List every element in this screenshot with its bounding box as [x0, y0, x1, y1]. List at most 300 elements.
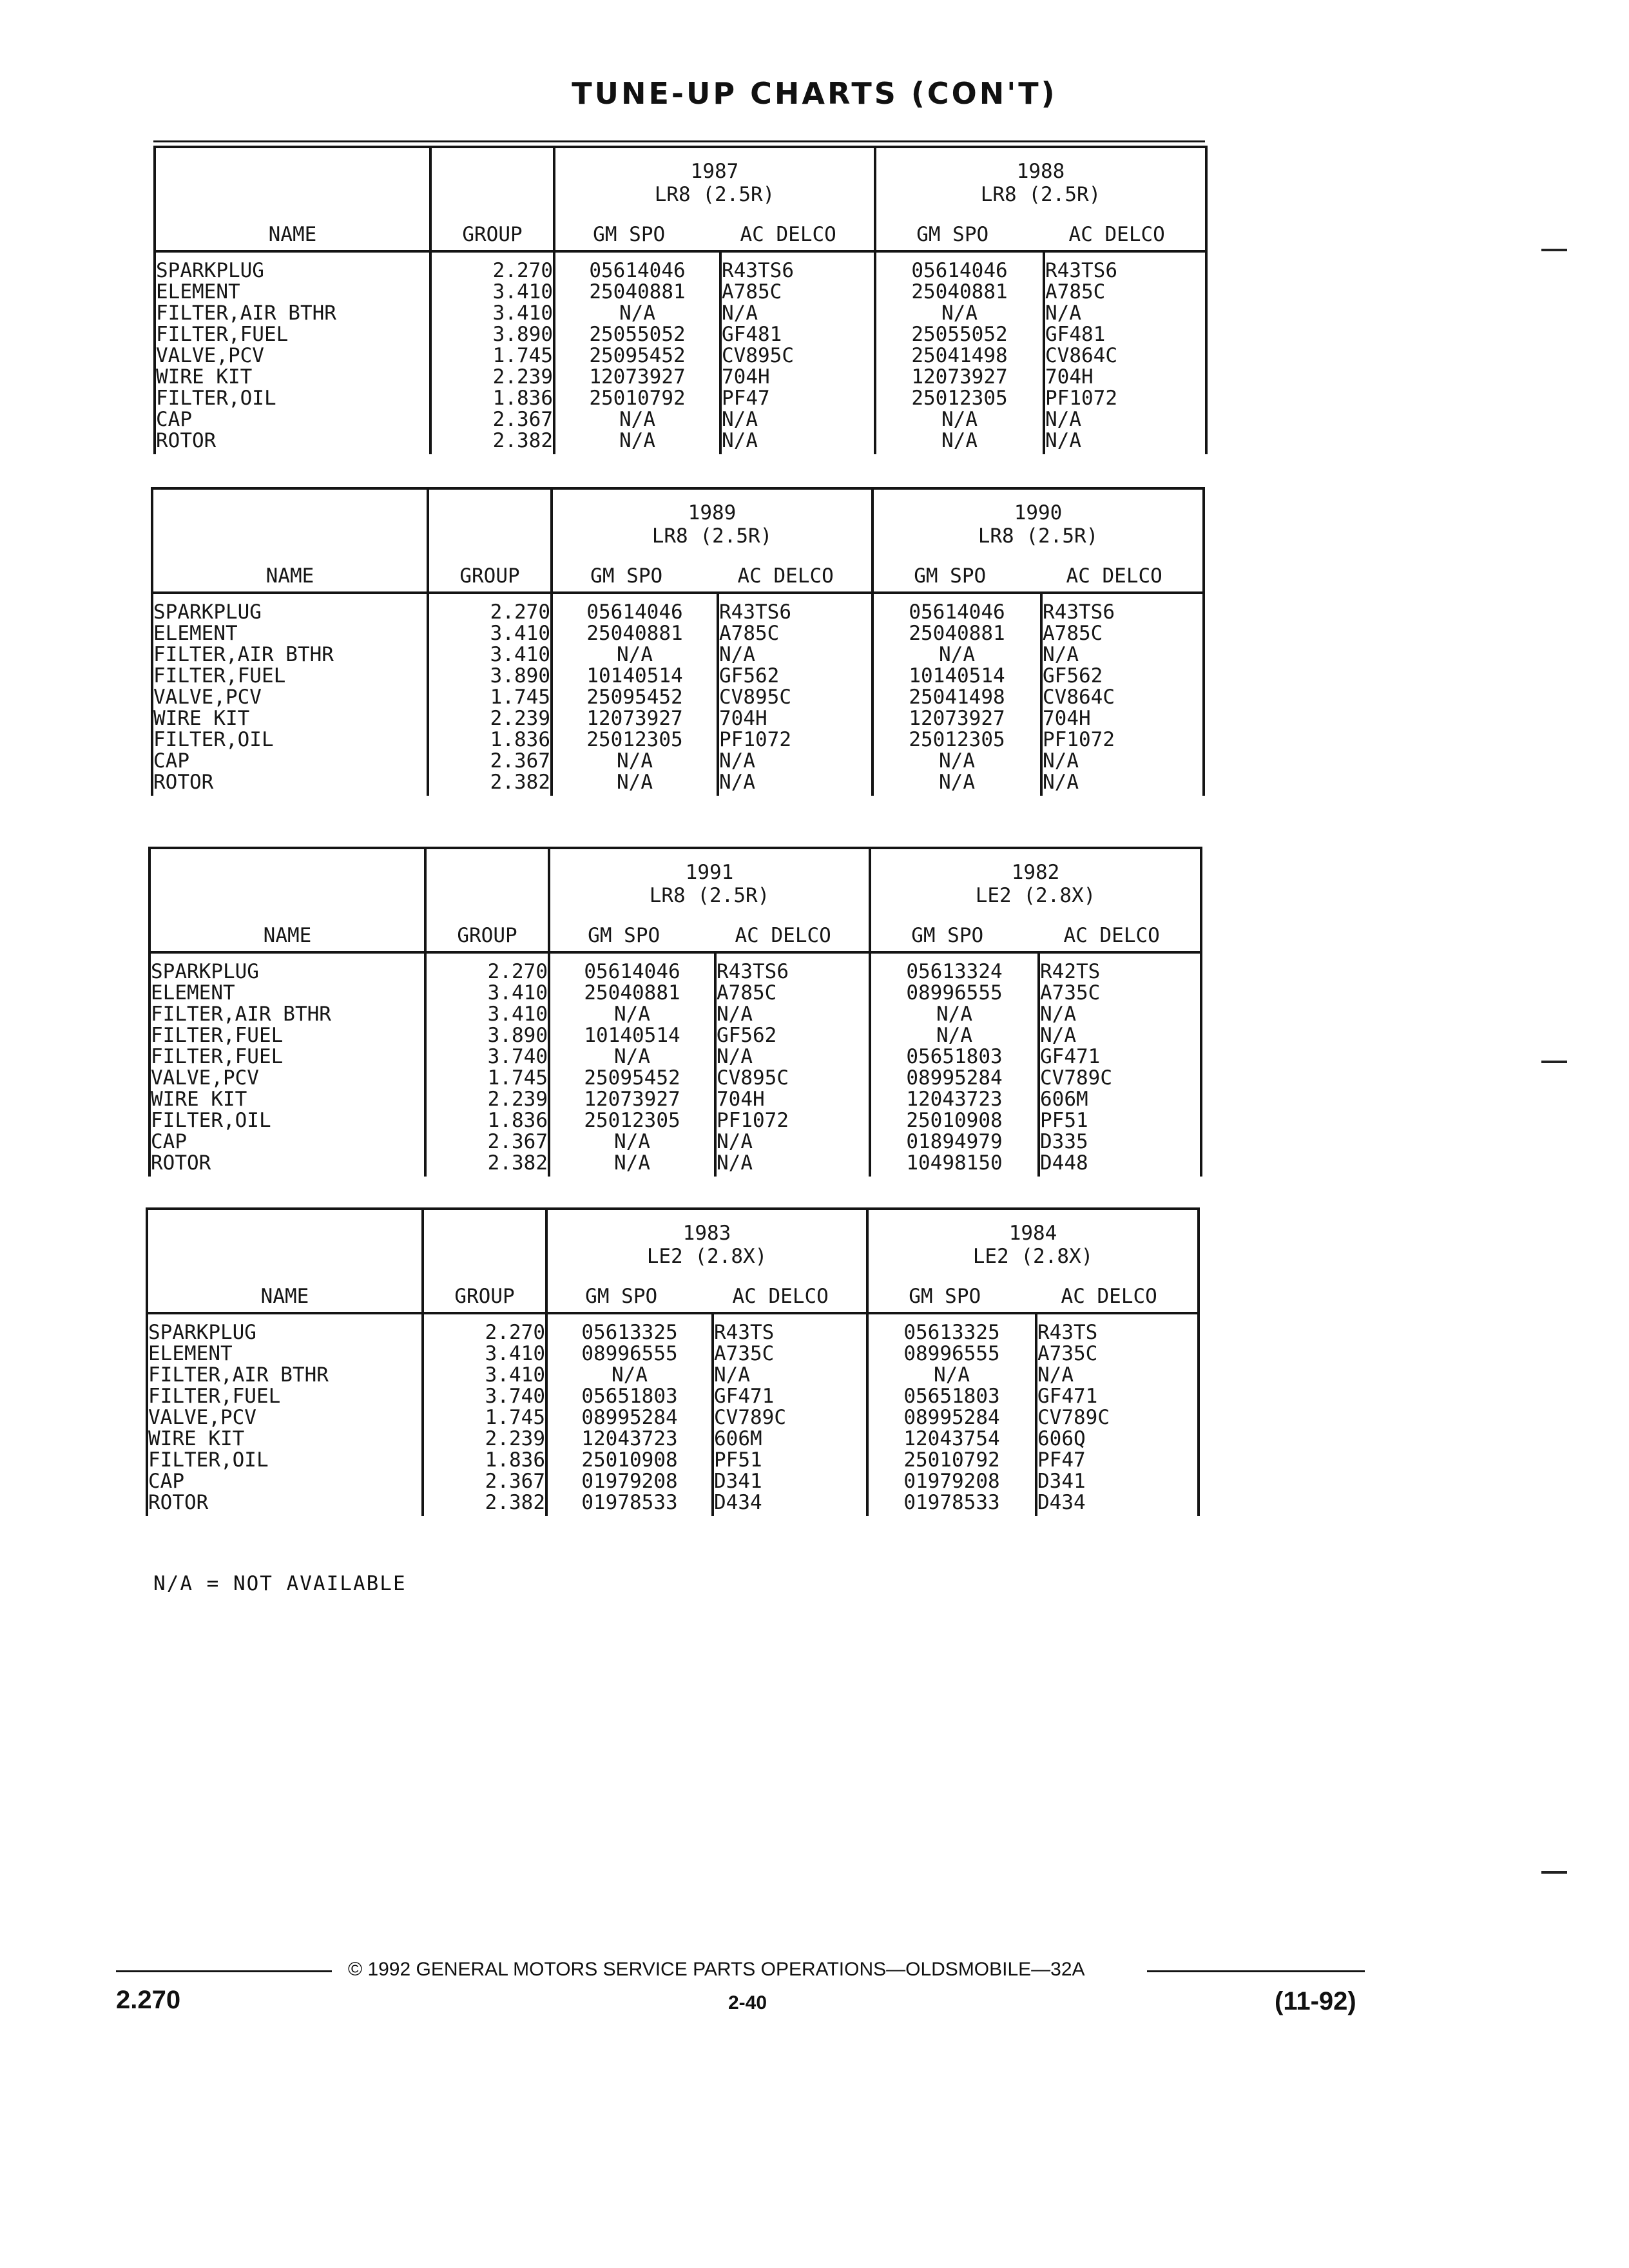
group-number: 3.410: [492, 302, 553, 325]
part-name: VALVE,PCV: [153, 686, 262, 709]
part-name: FILTER,AIR BTHR: [148, 1363, 329, 1387]
year-block-right: [870, 848, 1201, 952]
gm-spo-part: N/A: [941, 429, 978, 452]
gm-spo-header: GM SPO: [585, 1285, 658, 1308]
gm-spo-header: GM SPO: [909, 1285, 981, 1308]
gm-spo-part: N/A: [612, 1363, 648, 1387]
footer-rule-left: [116, 1970, 332, 1972]
group-number: 2.270: [492, 259, 553, 282]
group-number: 2.270: [487, 960, 548, 983]
ac-delco-part: GF471: [1040, 1045, 1101, 1068]
gm-spo-part: N/A: [619, 408, 655, 431]
ac-delco-part-column: [1041, 593, 1204, 796]
group-number: 3.410: [485, 1342, 545, 1365]
year-block-right: [872, 488, 1204, 593]
ac-delco-part: D341: [714, 1470, 762, 1493]
gm-spo-part: N/A: [614, 1003, 650, 1026]
gm-spo-part: 05651803: [581, 1385, 678, 1408]
year-label: 1990: [1014, 501, 1063, 524]
title-rule: [153, 140, 1205, 142]
ac-delco-part-column: [1039, 952, 1201, 1177]
ac-delco-part: GF562: [719, 664, 780, 687]
gm-spo-part: 08995284: [581, 1406, 678, 1429]
ac-delco-part: N/A: [1043, 749, 1079, 773]
ac-delco-part: R43TS6: [717, 960, 789, 983]
gm-spo-part: 10140514: [909, 664, 1005, 687]
year-label: 1983: [682, 1222, 731, 1245]
group-header: GROUP: [428, 488, 552, 593]
gm-spo-part-column: [867, 1313, 1036, 1516]
gm-spo-part: 05651803: [903, 1385, 1000, 1408]
ac-delco-header: AC DELCO: [1061, 1285, 1157, 1308]
footer-date: (11-92): [1275, 1987, 1356, 2015]
ac-delco-part: N/A: [714, 1363, 750, 1387]
ac-delco-header: AC DELCO: [1066, 564, 1162, 588]
ac-delco-part: R43TS6: [1043, 601, 1115, 624]
ac-delco-part: N/A: [719, 643, 755, 666]
ac-delco-part: 704H: [717, 1088, 765, 1111]
year-block-left: [549, 848, 870, 952]
engine-label: LR8 (2.5R): [651, 524, 773, 548]
part-name: FILTER,AIR BTHR: [156, 302, 336, 325]
gm-spo-header: GM SPO: [588, 924, 660, 947]
gm-spo-part: N/A: [941, 408, 978, 431]
engine-label: LE2 (2.8X): [972, 1245, 1094, 1268]
gm-spo-header: GM SPO: [916, 223, 989, 246]
ac-delco-part: N/A: [717, 1045, 753, 1068]
gm-spo-header: GM SPO: [914, 564, 987, 588]
part-name: SPARKPLUG: [151, 960, 259, 983]
gm-spo-header: GM SPO: [593, 223, 666, 246]
part-name: CAP: [153, 749, 189, 773]
group-number: 3.740: [485, 1385, 545, 1408]
ac-delco-part-column: [715, 952, 870, 1177]
gm-spo-part: N/A: [934, 1363, 970, 1387]
ac-delco-part: A735C: [1037, 1342, 1098, 1365]
part-name: WIRE KIT: [153, 707, 250, 730]
gm-spo-part: 12073927: [589, 365, 686, 389]
gm-spo-part: 01979208: [903, 1470, 1000, 1493]
gm-spo-part: 05613324: [906, 960, 1003, 983]
part-name: ROTOR: [153, 771, 214, 794]
part-name: FILTER,OIL: [156, 387, 276, 410]
part-name: FILTER,FUEL: [148, 1385, 281, 1408]
ac-delco-part: N/A: [717, 1151, 753, 1175]
group-number: 3.410: [487, 1003, 548, 1026]
year-block-right: [875, 147, 1206, 251]
part-name: ELEMENT: [153, 622, 238, 645]
ac-delco-part-column: [1036, 1313, 1199, 1516]
part-name-column: [149, 952, 425, 1177]
gm-spo-part: 25055052: [911, 323, 1008, 346]
gm-spo-part: 08995284: [906, 1066, 1003, 1090]
ac-delco-part: PF1072: [719, 728, 791, 751]
engine-label: LR8 (2.5R): [654, 183, 775, 206]
gm-spo-part: 12073927: [584, 1088, 680, 1111]
ac-delco-part: CV789C: [1040, 1066, 1112, 1090]
gm-spo-part: 05614046: [586, 601, 683, 624]
ac-delco-part: CV895C: [717, 1066, 789, 1090]
gm-spo-part: 25040881: [911, 280, 1008, 303]
ac-delco-part: A735C: [1040, 981, 1101, 1004]
gm-spo-part: 25095452: [584, 1066, 680, 1090]
part-name: WIRE KIT: [148, 1427, 245, 1450]
ac-delco-part: 606M: [1040, 1088, 1088, 1111]
group-header: GROUP: [423, 1209, 546, 1313]
ac-delco-part: 606M: [714, 1427, 762, 1450]
gm-spo-part: 01978533: [581, 1491, 678, 1514]
part-name: FILTER,FUEL: [153, 664, 286, 687]
ac-delco-part-column: [718, 593, 872, 796]
part-name-column: [147, 1313, 423, 1516]
group-number: 1.836: [490, 728, 550, 751]
engine-label: LR8 (2.5R): [649, 884, 770, 907]
engine-label: LR8 (2.5R): [980, 183, 1101, 206]
ac-delco-part: PF1072: [1045, 387, 1117, 410]
year-label: 1991: [685, 861, 734, 884]
ac-delco-part: 704H: [722, 365, 770, 389]
ac-delco-header: AC DELCO: [1063, 924, 1160, 947]
part-name: SPARKPLUG: [153, 601, 262, 624]
ac-delco-part: PF47: [1037, 1448, 1086, 1472]
gm-spo-part: 25041498: [909, 686, 1005, 709]
part-name: FILTER,AIR BTHR: [151, 1003, 331, 1026]
gm-spo-part: 05613325: [581, 1321, 678, 1344]
tune-up-table: [151, 487, 1205, 796]
gm-spo-part: 25012305: [584, 1109, 680, 1132]
gm-spo-part-column: [870, 952, 1039, 1177]
year-label: 1982: [1011, 861, 1060, 884]
group-header: GROUP: [430, 147, 554, 251]
part-name: SPARKPLUG: [156, 259, 264, 282]
gm-spo-part: 25010908: [581, 1448, 678, 1472]
ac-delco-part: A785C: [1045, 280, 1106, 303]
gm-spo-part: N/A: [941, 302, 978, 325]
gm-spo-part-column: [552, 593, 718, 796]
footer-rule-right: [1147, 1970, 1365, 1972]
gm-spo-part: 01978533: [903, 1491, 1000, 1514]
part-name: WIRE KIT: [151, 1088, 247, 1111]
part-name: CAP: [156, 408, 192, 431]
gm-spo-part: 25055052: [589, 323, 686, 346]
part-name: FILTER,FUEL: [151, 1024, 284, 1047]
gm-spo-part: N/A: [939, 643, 976, 666]
ac-delco-part: D434: [1037, 1491, 1086, 1514]
gm-spo-part: 08995284: [903, 1406, 1000, 1429]
part-name-column: [155, 251, 430, 454]
ac-delco-part: N/A: [1037, 1363, 1074, 1387]
ac-delco-part: N/A: [719, 771, 755, 794]
group-number: 2.239: [492, 365, 553, 389]
na-note: N/A = NOT AVAILABLE: [153, 1572, 407, 1595]
ac-delco-part: R43TS: [1037, 1321, 1098, 1344]
gm-spo-part: 25041498: [911, 344, 1008, 367]
tune-up-table: [148, 847, 1202, 1177]
ac-delco-part: PF51: [1040, 1109, 1088, 1132]
part-name: ROTOR: [151, 1151, 211, 1175]
gm-spo-part: 12073927: [911, 365, 1008, 389]
group-number-column: [428, 593, 552, 796]
group-number: 2.367: [490, 749, 550, 773]
gm-spo-part: 05613325: [903, 1321, 1000, 1344]
group-number: 2.382: [487, 1151, 548, 1175]
ac-delco-part-column: [720, 251, 875, 454]
ac-delco-part: N/A: [1045, 302, 1082, 325]
ac-delco-part: GF471: [1037, 1385, 1098, 1408]
gm-spo-part: N/A: [619, 302, 655, 325]
ac-delco-part-column: [713, 1313, 867, 1516]
group-number: 2.367: [492, 408, 553, 431]
gm-spo-part-column: [554, 251, 720, 454]
ac-delco-part: N/A: [1040, 1003, 1077, 1026]
part-name: VALVE,PCV: [151, 1066, 259, 1090]
group-number: 1.836: [485, 1448, 545, 1472]
ac-delco-part: 704H: [719, 707, 767, 730]
ac-delco-part: N/A: [1045, 429, 1082, 452]
gm-spo-part: 25012305: [909, 728, 1005, 751]
ac-delco-part: D434: [714, 1491, 762, 1514]
part-name: ELEMENT: [151, 981, 235, 1004]
year-label: 1988: [1016, 160, 1065, 183]
ac-delco-part: PF1072: [717, 1109, 789, 1132]
ac-delco-part: PF47: [722, 387, 770, 410]
group-number: 3.890: [492, 323, 553, 346]
gm-spo-part: 05614046: [584, 960, 680, 983]
group-number: 3.410: [490, 643, 550, 666]
gm-spo-part: N/A: [939, 771, 976, 794]
ac-delco-part: N/A: [1040, 1024, 1077, 1047]
year-block-left: [554, 147, 875, 251]
name-header: NAME: [149, 848, 425, 952]
group-number-column: [425, 952, 549, 1177]
tune-up-table: [146, 1207, 1200, 1516]
gm-spo-part: 12073927: [909, 707, 1005, 730]
gm-spo-part-column: [872, 593, 1041, 796]
gm-spo-header: GM SPO: [590, 564, 663, 588]
ac-delco-part: CV895C: [722, 344, 794, 367]
margin-mark: [1541, 249, 1567, 251]
group-number: 3.740: [487, 1045, 548, 1068]
gm-spo-part: 25040881: [589, 280, 686, 303]
ac-delco-part: A735C: [714, 1342, 775, 1365]
year-block-right: [867, 1209, 1199, 1313]
gm-spo-part: 12043723: [581, 1427, 678, 1450]
ac-delco-part: N/A: [717, 1003, 753, 1026]
group-number: 1.836: [492, 387, 553, 410]
ac-delco-part: GF481: [1045, 323, 1106, 346]
part-name: FILTER,FUEL: [151, 1045, 284, 1068]
group-number: 3.890: [490, 664, 550, 687]
group-number: 1.745: [492, 344, 553, 367]
ac-delco-part: A785C: [717, 981, 777, 1004]
ac-delco-part: A785C: [1043, 622, 1103, 645]
gm-spo-part: 25040881: [584, 981, 680, 1004]
gm-spo-part: 25040881: [909, 622, 1005, 645]
part-name: ELEMENT: [156, 280, 240, 303]
gm-spo-part: 12073927: [586, 707, 683, 730]
part-name: FILTER,FUEL: [156, 323, 289, 346]
ac-delco-part: GF562: [717, 1024, 777, 1047]
engine-label: LE2 (2.8X): [646, 1245, 767, 1268]
ac-delco-part: A785C: [719, 622, 780, 645]
gm-spo-part: 05651803: [906, 1045, 1003, 1068]
ac-delco-part: N/A: [1043, 771, 1079, 794]
part-name: ELEMENT: [148, 1342, 233, 1365]
group-number: 1.745: [490, 686, 550, 709]
group-number: 2.239: [487, 1088, 548, 1111]
gm-spo-part: 12043723: [906, 1088, 1003, 1111]
ac-delco-part: N/A: [722, 429, 758, 452]
gm-spo-part: 10140514: [586, 664, 683, 687]
ac-delco-part: N/A: [722, 408, 758, 431]
gm-spo-part: 10498150: [906, 1151, 1003, 1175]
group-number: 2.239: [485, 1427, 545, 1450]
gm-spo-part: 25010908: [906, 1109, 1003, 1132]
part-name: CAP: [148, 1470, 184, 1493]
group-header: GROUP: [425, 848, 549, 952]
gm-spo-part: 01894979: [906, 1130, 1003, 1153]
gm-spo-part: N/A: [939, 749, 976, 773]
part-name: FILTER,OIL: [148, 1448, 269, 1472]
ac-delco-part: CV789C: [1037, 1406, 1110, 1429]
margin-mark: [1541, 1061, 1567, 1063]
gm-spo-part: 05614046: [911, 259, 1008, 282]
footer-page-number: 2-40: [728, 1992, 767, 2013]
gm-spo-part: 08996555: [581, 1342, 678, 1365]
ac-delco-header: AC DELCO: [1068, 223, 1165, 246]
ac-delco-part: R43TS6: [722, 259, 794, 282]
gm-spo-part: N/A: [617, 643, 653, 666]
gm-spo-part-column: [546, 1313, 713, 1516]
group-number: 3.410: [492, 280, 553, 303]
gm-spo-part: 25012305: [911, 387, 1008, 410]
gm-spo-part: N/A: [617, 771, 653, 794]
ac-delco-part: CV864C: [1043, 686, 1115, 709]
gm-spo-header: GM SPO: [911, 924, 984, 947]
page-title: TUNE-UP CHARTS (CON'T): [572, 76, 1057, 111]
group-number: 2.270: [485, 1321, 545, 1344]
ac-delco-part: D448: [1040, 1151, 1088, 1175]
group-number: 2.382: [490, 771, 550, 794]
ac-delco-part: R42TS: [1040, 960, 1101, 983]
gm-spo-part: 05614046: [909, 601, 1005, 624]
gm-spo-part: 05614046: [589, 259, 686, 282]
ac-delco-part: R43TS6: [719, 601, 791, 624]
part-name: VALVE,PCV: [156, 344, 264, 367]
year-label: 1989: [688, 501, 737, 524]
ac-delco-part: N/A: [722, 302, 758, 325]
group-number: 1.745: [485, 1406, 545, 1429]
gm-spo-part: 10140514: [584, 1024, 680, 1047]
ac-delco-part: D335: [1040, 1130, 1088, 1153]
part-name: ROTOR: [148, 1491, 209, 1514]
gm-spo-part-column: [549, 952, 715, 1177]
ac-delco-part: 704H: [1043, 707, 1091, 730]
ac-delco-part: GF471: [714, 1385, 775, 1408]
margin-mark: [1541, 1871, 1567, 1874]
part-name: FILTER,OIL: [153, 728, 274, 751]
ac-delco-part: N/A: [1043, 643, 1079, 666]
tune-up-table: [153, 146, 1208, 454]
ac-delco-part: PF1072: [1043, 728, 1115, 751]
gm-spo-part: 25095452: [586, 686, 683, 709]
ac-delco-part: N/A: [1045, 408, 1082, 431]
group-number: 2.367: [485, 1470, 545, 1493]
gm-spo-part: 08996555: [906, 981, 1003, 1004]
gm-spo-part: N/A: [936, 1003, 973, 1026]
ac-delco-part: PF51: [714, 1448, 762, 1472]
ac-delco-part: CV864C: [1045, 344, 1117, 367]
ac-delco-part: R43TS: [714, 1321, 775, 1344]
gm-spo-part: N/A: [614, 1151, 650, 1175]
ac-delco-part: A785C: [722, 280, 782, 303]
group-number: 2.382: [485, 1491, 545, 1514]
ac-delco-part: N/A: [719, 749, 755, 773]
gm-spo-part-column: [875, 251, 1044, 454]
year-block-left: [552, 488, 872, 593]
gm-spo-part: 08996555: [903, 1342, 1000, 1365]
gm-spo-part: 25040881: [586, 622, 683, 645]
group-number-column: [430, 251, 554, 454]
engine-label: LE2 (2.8X): [975, 884, 1096, 907]
gm-spo-part: N/A: [936, 1024, 973, 1047]
ac-delco-part: GF481: [722, 323, 782, 346]
gm-spo-part: 12043754: [903, 1427, 1000, 1450]
footer-copyright: © 1992 GENERAL MOTORS SERVICE PARTS OPERATIONS—OLDSMOBILE—32A: [348, 1959, 1085, 1980]
gm-spo-part: N/A: [614, 1045, 650, 1068]
ac-delco-part: CV895C: [719, 686, 791, 709]
ac-delco-part: CV789C: [714, 1406, 786, 1429]
ac-delco-part: 606Q: [1037, 1427, 1086, 1450]
gm-spo-part: 25095452: [589, 344, 686, 367]
name-header: NAME: [152, 488, 428, 593]
gm-spo-part: N/A: [617, 749, 653, 773]
name-header: NAME: [155, 147, 430, 251]
ac-delco-part: D341: [1037, 1470, 1086, 1493]
ac-delco-header: AC DELCO: [735, 924, 831, 947]
part-name: VALVE,PCV: [148, 1406, 256, 1429]
ac-delco-part: GF562: [1043, 664, 1103, 687]
gm-spo-part: 25010792: [903, 1448, 1000, 1472]
group-number: 2.270: [490, 601, 550, 624]
ac-delco-part: R43TS6: [1045, 259, 1117, 282]
ac-delco-header: AC DELCO: [740, 223, 836, 246]
name-header: NAME: [147, 1209, 423, 1313]
gm-spo-part: 25012305: [586, 728, 683, 751]
gm-spo-part: N/A: [614, 1130, 650, 1153]
gm-spo-part: 01979208: [581, 1470, 678, 1493]
ac-delco-part: N/A: [717, 1130, 753, 1153]
ac-delco-part-column: [1044, 251, 1206, 454]
ac-delco-part: 704H: [1045, 365, 1094, 389]
group-number-column: [423, 1313, 546, 1516]
part-name-column: [152, 593, 428, 796]
group-number: 2.382: [492, 429, 553, 452]
part-name: SPARKPLUG: [148, 1321, 256, 1344]
group-number: 1.836: [487, 1109, 548, 1132]
part-name: FILTER,AIR BTHR: [153, 643, 334, 666]
ac-delco-header: AC DELCO: [732, 1285, 829, 1308]
part-name: CAP: [151, 1130, 187, 1153]
year-label: 1984: [1008, 1222, 1057, 1245]
part-name: WIRE KIT: [156, 365, 253, 389]
group-number: 3.410: [490, 622, 550, 645]
footer-section-number: 2.270: [116, 1986, 181, 2014]
group-number: 3.410: [487, 981, 548, 1004]
gm-spo-part: 25010792: [589, 387, 686, 410]
engine-label: LR8 (2.5R): [978, 524, 1099, 548]
gm-spo-part: N/A: [619, 429, 655, 452]
